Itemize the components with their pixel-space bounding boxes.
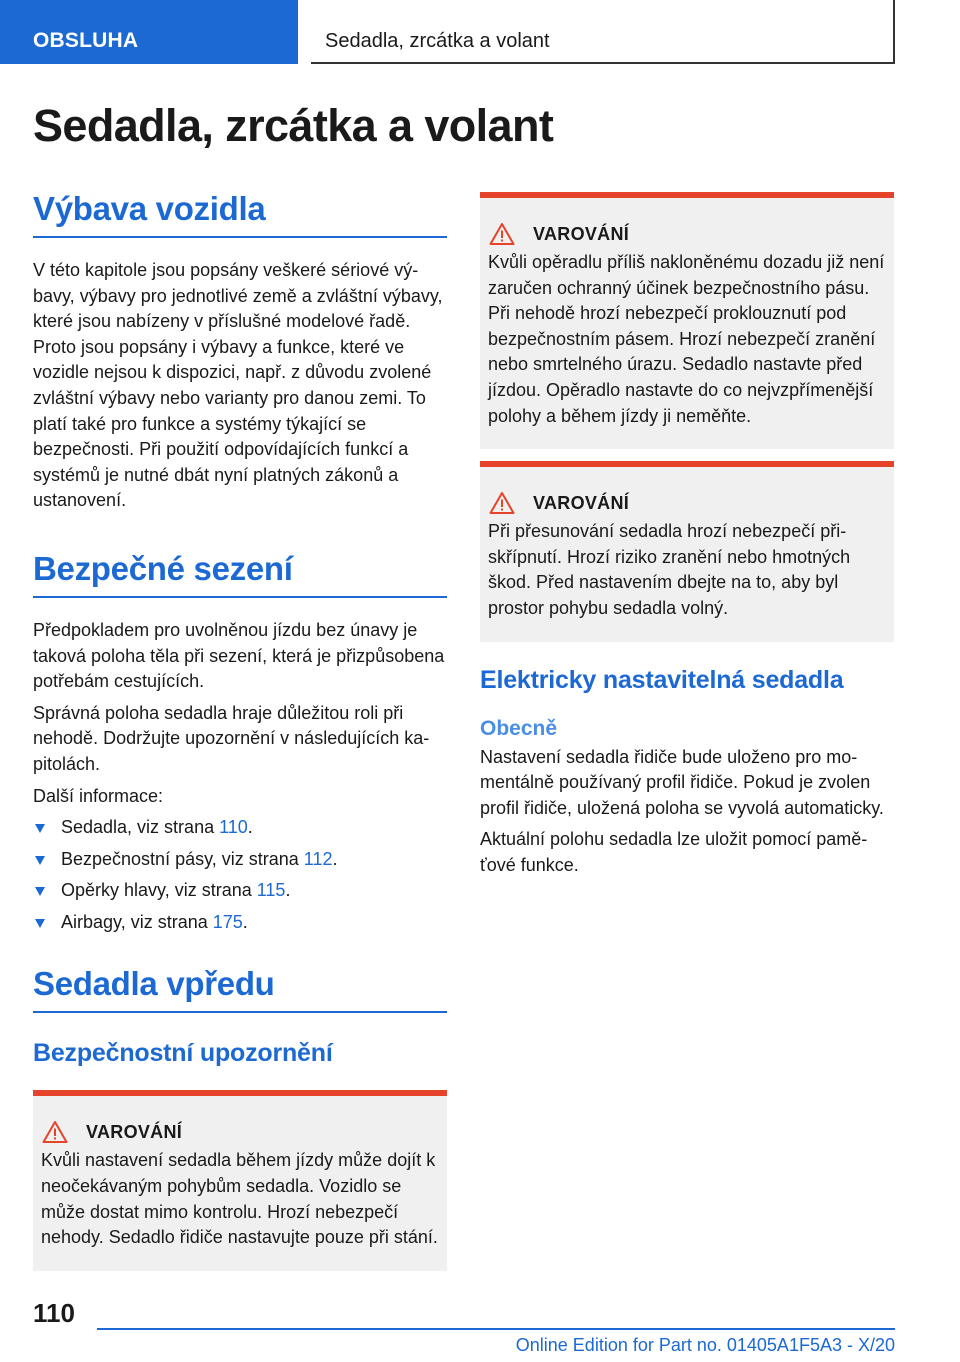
triangle-bullet-icon [35,919,45,928]
heading-safe-seating: Bezpečné sezení [33,550,447,598]
safe-seating-p1: Předpokladem pro uvolněnou jízdu bez únavy je taková poloha těla při sezení, která je přizpůsobena potřebám cestujících. [33,619,445,692]
left-column [33,190,447,1271]
warning-title: VAROVÁNÍ [533,223,630,244]
list-item: Bezpečnostní pásy, viz strana 112. [33,847,447,873]
chapter-tab: Sedadla, zrcátka a volant [311,0,895,64]
warning-title: VAROVÁNÍ [533,492,630,513]
page-header [0,0,960,66]
triangle-bullet-icon [35,887,45,896]
list-item: Sedadla, viz strana 110. [33,815,447,841]
electric-p2: Aktuální polohu sedadla lze uložit pomocí paměťové funkce. [480,829,868,875]
section-tab: OBSLUHA [0,0,298,64]
footer-edition: Online Edition for Part no. 01405A1F5A3 - X/20 [515,1335,895,1355]
warning-triangle-icon [42,1120,68,1144]
safe-seating-p3: Další informace: [33,785,164,806]
warning-box [480,461,894,641]
list-item: Airbagy, viz strana 175. [33,910,447,936]
subheading-general: Obecně [480,716,558,740]
footer-rule [97,1328,895,1330]
warning-text: Při přesunování sedadla hrozí nebezpečí přiskřípnutí. Hrozí riziko zranění nebo hmotných škod. Před nastavením dbejte na to, aby byl prostor pohybu sedadla volný. [488,521,851,618]
electric-p1: Nastavení sedadla řidiče bude uloženo pro momentálně používaný profil řidiče. Pokud je zvolen profil řidiče, uložená poloha se vyvolá automaticky. [480,746,884,818]
heading-electric-seats: Elektricky nastavitelná sedadla [480,665,844,694]
safe-seating-p2: Správná poloha sedadla hraje důležitou roli při nehodě. Dodržujte upozornění v následujících kapitolách. [33,702,430,774]
warning-text: Kvůli nastavení sedadla během jízdy může dojít k neočekávaným pohybům sedadla. Vozidlo se může dostat mimo kontrolu. Hrozí nebezpečí nehody. Sedadlo řidiče nastavujte pouze při stání. [41,1150,438,1248]
warning-box [480,192,894,449]
heading-equipment: Výbava vozidla [33,190,447,238]
warning-box [33,1090,447,1270]
page-link[interactable]: 112 [303,848,333,869]
equipment-text: V této kapitole jsou popsány veškeré sériové výbavy, výbavy pro jednotlivé země a zvláštní výbavy, které jsou nabízeny v příslušné modelové řadě. Proto jsou popsány i výbavy a funkce, které ve vozidle nejsou k dispozici, např. z důvodu zvolené zvláštní výbavy nebo varianty pro danou zemi. To platí také pro funkce a systémy týkající se bezpečnosti. Při použití odpovídajících funkcí a systémů je nutné dbát nyní platných zákonů a ustanovení. [33,260,443,511]
heading-front-seats: Sedadla vpředu [33,965,447,1013]
warning-title: VAROVÁNÍ [86,1121,183,1142]
warning-text: Kvůli opěradlu příliš nakloněnému dozadu již není zaručen ochranný účinek bezpečnostního pásu. Při nehodě hrozí nebezpečí proklouznutí pod bezpečnostním pásem. Hrozí nebezpečí zranění nebo smrtelného úrazu. Sedadlo nastavte před jízdou. Opěradlo nastavte do co nejvzpřímenější polohy a během jízdy ji neměňte. [488,252,885,426]
warning-triangle-icon [489,222,515,246]
page-link[interactable]: 115 [256,880,286,901]
page-link[interactable]: 175 [212,911,243,932]
triangle-bullet-icon [35,824,45,833]
info-list [33,815,447,935]
subheading-safety-notes: Bezpečnostní upozornění [33,1039,333,1068]
page-link[interactable]: 110 [219,817,248,838]
page-number: 110 [33,1298,75,1328]
right-column [480,192,894,879]
triangle-bullet-icon [35,856,45,865]
list-item: Opěrky hlavy, viz strana 115. [33,878,447,904]
warning-triangle-icon [489,491,515,515]
page-title: Sedadla, zrcátka a volant [33,100,554,151]
